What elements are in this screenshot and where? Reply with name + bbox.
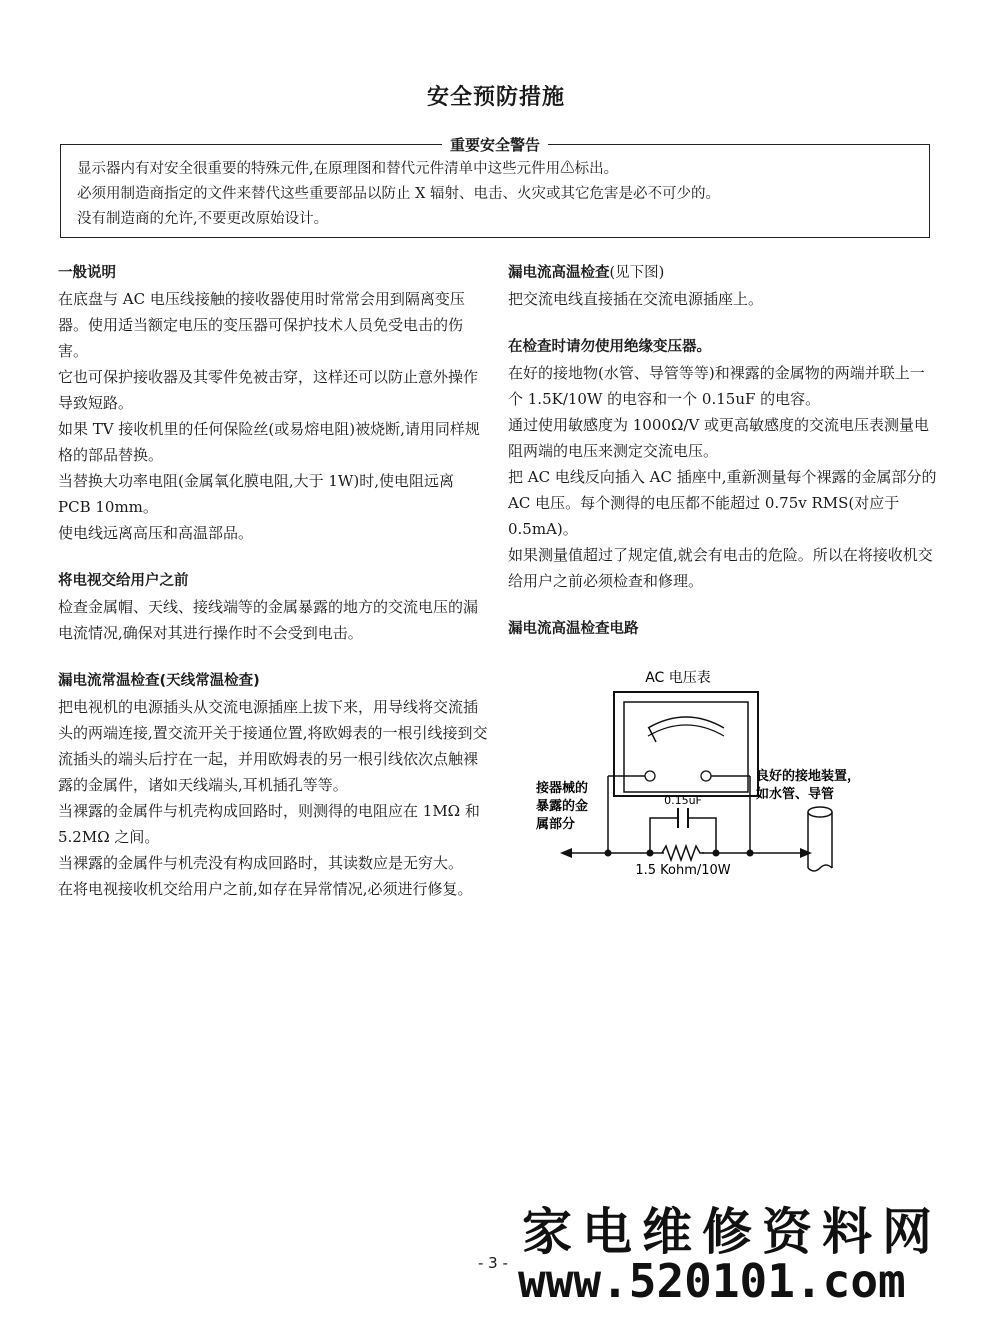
paragraph: 在将电视接收机交给用户之前,如存在异常情况,必须进行修复。 [58, 880, 473, 898]
paragraph: 在底盘与 AC 电压线接触的接收器使用时常常会用到隔离变压器。使用适当额定电压的变压器可保护技术人员免受电击的伤害。 [58, 290, 465, 360]
capacitor-label: 0.15uF [664, 794, 702, 807]
meter-scale-inner [648, 725, 724, 736]
section-heading-general: 一般说明 [58, 265, 116, 281]
meter-terminal-right [701, 771, 711, 781]
junction-dot [605, 850, 612, 857]
right-label-line: 如水管、导管 [756, 787, 835, 802]
leak-hot-heading: 漏电流高温检查 [508, 265, 610, 281]
paragraph: 把电视机的电源插头从交流电源插座上拔下来，用导线将交流插头的两端连接,置交流开关于接通位置,将欧姆表的一根引线接到交流插头的端头后拧在一起，并用欧姆表的另一根引线依次点触裸露的金属件，诸如天线端头,耳机插孔等等。 [58, 698, 488, 794]
page-title: 安全预防措施 [426, 85, 565, 110]
section-heading-circuit: 漏电流高温检查电路 [508, 621, 639, 637]
warning-title: 重要安全警告 [442, 134, 548, 155]
left-column [58, 260, 488, 902]
meter-label: AC 电压表 [645, 670, 711, 686]
junction-dot [747, 850, 754, 857]
right-label-line: 良好的接地装置， [756, 769, 861, 784]
paragraph: 使电线远离高压和高温部品。 [58, 524, 254, 542]
warning-line: 显示器内有对安全很重要的特殊元件,在原理图和替代元件清单中这些元件用⚠标出。 [77, 161, 619, 177]
paragraph: 如果 TV 接收机里的任何保险丝(或易熔电阻)被烧断,请用同样规格的部品替换。 [58, 420, 480, 464]
resistor-label: 1.5 Kohm/10W [635, 863, 731, 878]
section-heading-isolation: 在检查时请勿使用绝缘变压器。 [508, 339, 711, 355]
right-column [508, 260, 938, 642]
page-number: - 3 - [478, 1254, 508, 1272]
arrow-right-icon [800, 848, 812, 858]
paragraph: 把 AC 电线反向插入 AC 插座中,重新测量每个裸露的金属部分的 AC 电压。每个测得的电压都不能超过 0.75v RMS(对应于 0.5mA)。 [508, 468, 937, 538]
paragraph: 在好的接地物(水管、导管等等)和裸露的金属物的两端并联上一个 1.5K/10W 的电容和一个 0.15uF 的电容。 [508, 364, 925, 408]
warning-line: 没有制造商的允许,不要更改原始设计。 [77, 211, 329, 227]
watermark-url: www.520101.com [518, 1254, 906, 1308]
paragraph: 它也可保护接收器及其零件免被击穿，这样还可以防止意外操作导致短路。 [58, 368, 479, 412]
pipe-icon [808, 807, 832, 817]
meter-scale [648, 717, 724, 728]
paragraph: 把交流电线直接插在交流电源插座上。 [508, 290, 764, 308]
pipe-bottom [808, 865, 832, 871]
left-label-line: 属部分 [536, 817, 576, 832]
section-heading-delivery: 将电视交给用户之前 [58, 573, 189, 589]
section-heading-leak-normal: 漏电流常温检查(天线常温检查) [58, 673, 260, 689]
paragraph: 检查金属帽、天线、接线端等的金属暴露的地方的交流电压的漏电流情况,确保对其进行操作时不会受到电击。 [58, 598, 479, 642]
warning-line: 必须用制造商指定的文件来替代这些重要部品以防止 X 辐射、电击、火灾或其它危害是必不可少的。 [77, 186, 721, 202]
paragraph: 通过使用敏感度为 1000Ω/V 或更高敏感度的交流电压表测量电阻两端的电压来测定交流电压。 [508, 416, 930, 460]
left-label-line: 暴露的金 [536, 799, 589, 814]
meter-face [624, 702, 748, 792]
section-heading-leak-hot [508, 260, 938, 286]
leak-hot-note: (见下图) [609, 265, 665, 281]
paragraph: 当裸露的金属件与机壳没有构成回路时，其读数应是无穷大。 [58, 854, 464, 872]
paragraph: 当裸露的金属件与机壳构成回路时，则测得的电阻应在 1MΩ 和 5.2MΩ 之间。 [58, 802, 480, 846]
paragraph: 如果测量值超过了规定值,就会有电击的危险。所以在将接收机交给用户之前必须检查和修理。 [508, 546, 933, 590]
watermark-text: 家电维修资料网 [522, 1202, 942, 1261]
paragraph: 当替换大功率电阻(金属氧化膜电阻,大于 1W)时,使电阻远离 PCB 10mm。 [58, 472, 454, 516]
leakage-circuit-diagram [520, 660, 940, 890]
left-label-line: 接器械的 [536, 781, 589, 796]
meter-body [614, 692, 758, 796]
meter-terminal-left [645, 771, 655, 781]
safety-warning-box [60, 136, 930, 238]
arrow-left-icon [560, 848, 572, 858]
